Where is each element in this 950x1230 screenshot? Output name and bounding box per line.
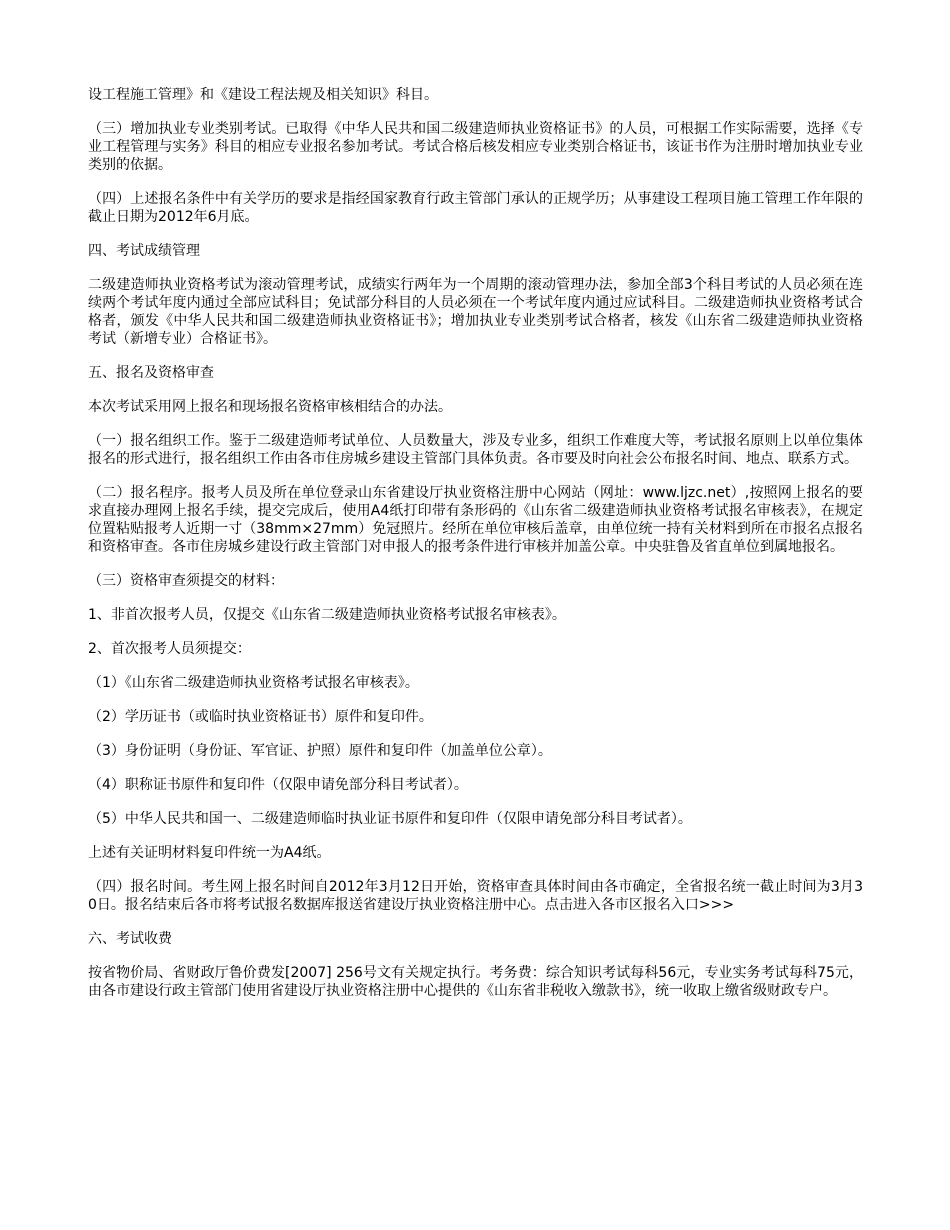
paragraph-registration-time: （四）报名时间。考生网上报名时间自2012年3月12日开始，资格审查具体时间由各市确定，全省报名统一截止时间为3月30日。报名结束后各市将考试报名数据库报送省建设厅执业资格注册中心。点击进入各市区报名入口>>>: [88, 879, 863, 913]
section-heading-registration: 五、报名及资格审查: [88, 365, 214, 381]
list-item-temporary-certificate: （5）中华人民共和国一、二级建造师临时执业证书原件和复印件（仅限申请免部分科目考试者）。: [88, 811, 692, 827]
list-item-identity: （3）身份证明（身份证、军官证、护照）原件和复印件（加盖单位公章）。: [88, 743, 552, 759]
paragraph-education-requirement: （四）上述报名条件中有关学历的要求是指经国家教育行政主管部门承认的正规学历；从事建设工程项目施工管理工作年限的截止日期为2012年6月底。: [88, 191, 863, 225]
list-item-diploma: （2）学历证书（或临时执业资格证书）原件和复印件。: [88, 709, 433, 725]
paragraph-score-management: 二级建造师执业资格考试为滚动管理考试，成绩实行两年为一个周期的滚动管理办法，参加全部3个科目考试的人员必须在连续两个考试年度内通过全部应试科目；免试部分科目的人员必须在一个考试年度内通过应试科目。二级建造师执业资格考试合格者，颁发《中华人民共和国二级建造师执业资格证书》；增加执业专业类别考试合格者，核发《山东省二级建造师执业资格考试（新增专业）合格证书》。: [88, 277, 863, 347]
paragraph-subject-continuation: 设工程施工管理》和《建设工程法规及相关知识》科目。: [88, 87, 438, 103]
list-item-review-form: （1）《山东省二级建造师执业资格考试报名审核表》。: [88, 675, 419, 691]
list-item-non-first-time: 1、非首次报考人员，仅提交《山东省二级建造师执业资格考试报名审核表》。: [88, 607, 566, 623]
list-item-first-time: 2、首次报考人员须提交：: [88, 641, 251, 657]
paragraph-exam-fees: 按省物价局、省财政厅鲁价费发[2007] 256号文有关规定执行。考务费：综合知识考试每科56元，专业实务考试每科75元，由各市建设行政主管部门使用省建设厅执业资格注册中心提供的《山东省非税收入缴款书》，统一收取上缴省级财政专户。: [88, 965, 863, 999]
paragraph-registration-method: 本次考试采用网上报名和现场报名资格审核相结合的办法。: [88, 399, 452, 415]
section-heading-score-management: 四、考试成绩管理: [88, 243, 200, 259]
paragraph-registration-procedure: （二）报名程序。报考人员及所在单位登录山东省建设厅执业资格注册中心网站（网址：www.ljzc.net）,按照网上报名的要求直接办理网上报名手续，提交完成后，使用A4纸打印带有条形码的《山东省二级建造师执业资格考试报名审核表》，在规定位置粘贴报考人近期一寸（38mm×27mm）免冠照片。经所在单位审核后盖章，由单位统一持有关材料到所在市报名点报名和资格审查。各市住房城乡建设行政主管部门对申报人的报考条件进行审核并加盖公章。中央驻鲁及省直单位到属地报名。: [88, 485, 863, 555]
paragraph-review-materials-heading: （三）资格审查须提交的材料：: [88, 573, 284, 589]
paragraph-registration-organization: （一）报名组织工作。鉴于二级建造师考试单位、人员数量大，涉及专业多，组织工作难度大等，考试报名原则上以单位集体报名的形式进行，报名组织工作由各市住房城乡建设主管部门具体负责。各市要及时向社会公布报名时间、地点、联系方式。: [88, 433, 863, 467]
section-heading-exam-fees: 六、考试收费: [88, 931, 172, 947]
document-body: [88, 86, 863, 1016]
paragraph-additional-specialty-exam: （三）增加执业专业类别考试。已取得《中华人民共和国二级建造师执业资格证书》的人员，可根据工作实际需要，选择《专业工程管理与实务》科目的相应专业报名参加考试。考试合格后核发相应专业类别合格证书，该证书作为注册时增加执业专业类别的依据。: [88, 121, 863, 173]
list-item-title-certificate: （4）职称证书原件和复印件（仅限申请免部分科目考试者）。: [88, 777, 468, 793]
paragraph-a4-requirement: 上述有关证明材料复印件统一为A4纸。: [88, 845, 331, 861]
